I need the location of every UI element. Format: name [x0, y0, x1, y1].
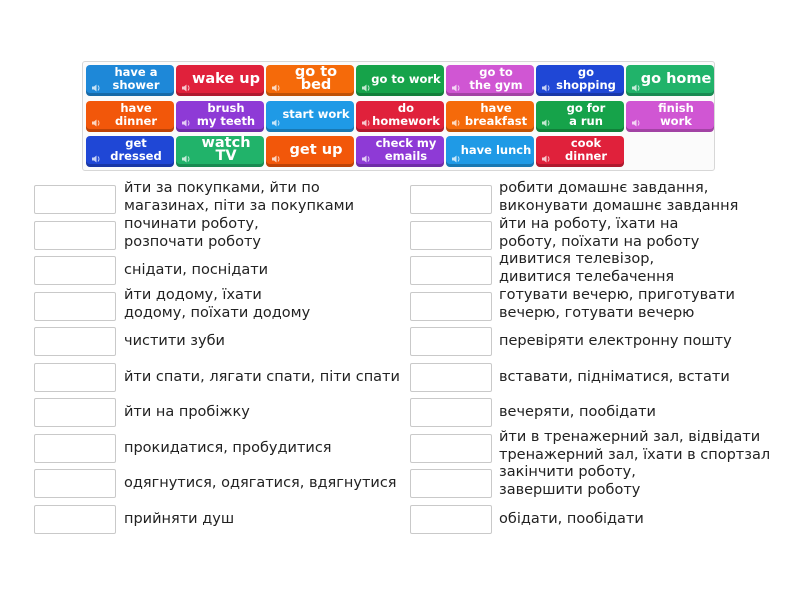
- word-tile-label: go to bed: [294, 64, 338, 93]
- word-tile[interactable]: [266, 65, 354, 96]
- definition-text: починати роботу, розпочати роботу: [124, 215, 261, 250]
- drop-slot[interactable]: [410, 505, 492, 534]
- word-tile[interactable]: [86, 101, 174, 132]
- drop-slot[interactable]: [410, 469, 492, 498]
- word-tile[interactable]: [446, 136, 534, 167]
- definition-text: йти в тренажерний зал, відвідати тренажерний зал, їхати в спортзал: [499, 428, 771, 463]
- word-tile-label: have breakfast: [464, 100, 528, 128]
- word-tile-label: go shopping: [556, 65, 616, 92]
- drop-slot[interactable]: [34, 292, 116, 321]
- word-tile-label: have a shower: [112, 65, 160, 92]
- drop-slot[interactable]: [410, 292, 492, 321]
- word-tile[interactable]: [176, 101, 264, 132]
- word-tile-label: cook dinner: [564, 136, 608, 163]
- drop-slot[interactable]: [34, 469, 116, 498]
- word-tile-label: brush my teeth: [196, 100, 256, 128]
- word-tile-label: watch TV: [201, 135, 251, 164]
- definition-text: дивитися телевізор, дивитися телебачення: [499, 251, 675, 285]
- drop-slot[interactable]: [34, 398, 116, 427]
- word-tile[interactable]: [86, 65, 174, 96]
- word-tile-label: get up: [289, 141, 343, 158]
- word-tile[interactable]: [176, 136, 264, 167]
- definition-text: йти додому, їхати додому, поїхати додому: [124, 286, 311, 321]
- definition-text: закінчити роботу, завершити роботу: [499, 464, 641, 498]
- word-tile-label: get dressed: [110, 136, 162, 163]
- drop-slot[interactable]: [410, 185, 492, 214]
- definition-text: перевіряти електронну пошту: [499, 333, 732, 349]
- drop-slot[interactable]: [410, 434, 492, 463]
- drop-slot[interactable]: [34, 505, 116, 534]
- drop-slot[interactable]: [410, 221, 492, 250]
- word-tile[interactable]: [626, 65, 714, 96]
- word-tile-label: do homework: [372, 100, 440, 128]
- drop-slot[interactable]: [410, 398, 492, 427]
- drop-slot[interactable]: [410, 256, 492, 285]
- definition-text: вставати, підніматися, встати: [499, 368, 730, 385]
- drop-slot[interactable]: [34, 256, 116, 285]
- drop-slot[interactable]: [34, 185, 116, 214]
- drop-slot[interactable]: [34, 363, 116, 392]
- word-tile[interactable]: [446, 101, 534, 132]
- word-tile-label: start work: [282, 107, 350, 121]
- drop-slot[interactable]: [34, 221, 116, 250]
- drop-slot[interactable]: [34, 434, 116, 463]
- definition-text: робити домашнє завдання, виконувати домашнє завдання: [499, 180, 739, 214]
- drop-slot[interactable]: [410, 363, 492, 392]
- word-tile-label: go home: [640, 70, 712, 87]
- word-tile[interactable]: [176, 65, 264, 96]
- word-tile[interactable]: [536, 65, 624, 96]
- definition-text: йти на роботу, їхати на роботу, поїхати на роботу: [499, 215, 700, 250]
- definition-text: прийняти душ: [124, 510, 235, 527]
- word-tile[interactable]: [266, 101, 354, 132]
- word-tile[interactable]: [536, 136, 624, 167]
- definition-text: обідати, пообідати: [499, 510, 644, 527]
- word-tile[interactable]: [266, 136, 354, 167]
- word-tile-label: go to work: [371, 71, 441, 86]
- word-tile-label: have lunch: [460, 142, 532, 157]
- word-tile[interactable]: [356, 136, 444, 167]
- definition-text: прокидатися, пробудитися: [124, 439, 332, 456]
- drop-slot[interactable]: [34, 327, 116, 356]
- word-tile[interactable]: [536, 101, 624, 132]
- definition-text: одягнутися, одягатися, вдягнутися: [124, 475, 397, 491]
- word-tile-label: wake up: [191, 70, 261, 87]
- definition-text: йти на пробіжку: [124, 404, 250, 420]
- word-tile-label: have dinner: [114, 100, 158, 128]
- word-tile-label: finish work: [658, 100, 694, 128]
- definition-text: йти за покупками, йти по магазинах, піти за покупками: [124, 180, 354, 214]
- word-tile[interactable]: [356, 65, 444, 96]
- definition-text: снідати, поснідати: [124, 262, 269, 278]
- word-tile[interactable]: [86, 136, 174, 167]
- tile-bank: [82, 61, 715, 171]
- word-tile[interactable]: [626, 101, 714, 132]
- drop-slot[interactable]: [410, 327, 492, 356]
- word-tile-label: go for a run: [566, 100, 606, 128]
- word-tile[interactable]: [446, 65, 534, 96]
- definition-text: чистити зуби: [124, 333, 225, 349]
- word-tile[interactable]: [356, 101, 444, 132]
- word-tile-label: go to the gym: [469, 65, 523, 92]
- word-tile-label: check my emails: [375, 136, 437, 163]
- definition-text: йти спати, лягати спати, піти спати: [124, 368, 400, 385]
- definition-text: вечеряти, пообідати: [499, 404, 656, 420]
- definition-text: готувати вечерю, приготувати вечерю, готувати вечерю: [499, 286, 735, 321]
